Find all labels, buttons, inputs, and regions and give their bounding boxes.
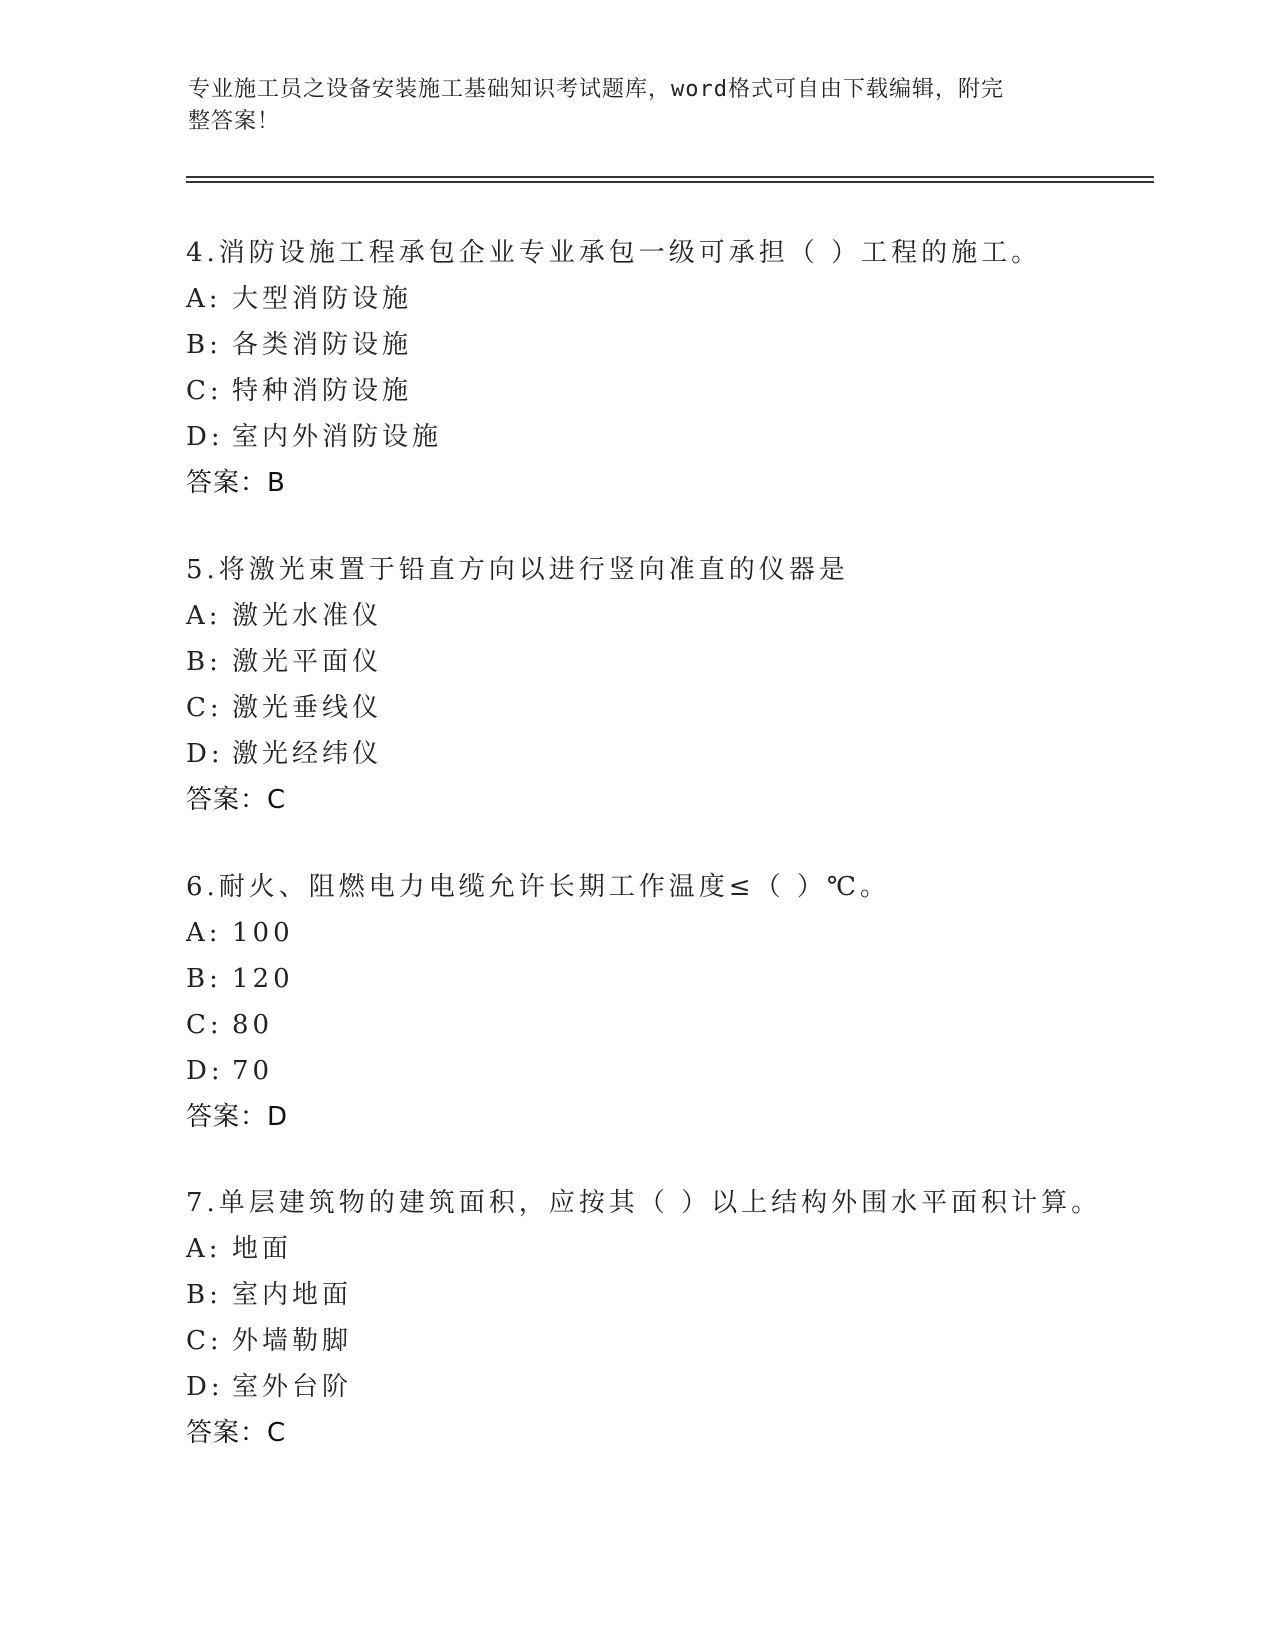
option-text: 各类消防设施 [232, 330, 413, 360]
option-letter: B: [186, 1280, 222, 1310]
option-letter: A: [186, 601, 222, 631]
answer-line: 答案：C [186, 785, 287, 815]
question-title: 6.耐火、阻燃电力电缆允许长期工作温度≤（ ）℃。 [186, 872, 890, 902]
document-header [188, 74, 1068, 138]
option-text: 地面 [232, 1234, 293, 1264]
option-b [186, 1272, 1186, 1318]
option-text: 室内外消防设施 [232, 422, 443, 452]
question-title: 4.消防设施工程承包企业专业承包一级可承担（ ）工程的施工。 [186, 238, 1042, 268]
option-c [186, 368, 1186, 414]
answer-line: 答案：C [186, 1418, 287, 1448]
option-text: 激光经纬仪 [232, 739, 383, 769]
option-text: 室内地面 [232, 1280, 353, 1310]
option-letter: D: [186, 1372, 224, 1402]
header-divider-bottom [186, 181, 1154, 183]
option-letter: A: [186, 284, 222, 314]
option-letter: C: [186, 1326, 223, 1356]
option-d [186, 1048, 1186, 1094]
option-d [186, 414, 1186, 460]
option-a [186, 276, 1186, 322]
option-text: 100 [232, 918, 294, 948]
option-d [186, 1364, 1186, 1410]
option-letter: D: [186, 1056, 224, 1086]
question-title: 7.单层建筑物的建筑面积，应按其（ ）以上结构外围水平面积计算。 [186, 1188, 1102, 1218]
option-d [186, 731, 1186, 777]
option-text: 外墙勒脚 [232, 1326, 353, 1356]
question-block [186, 864, 1186, 1140]
option-letter: B: [186, 330, 222, 360]
option-a [186, 1226, 1186, 1272]
option-text: 激光平面仪 [232, 647, 383, 677]
option-c [186, 1318, 1186, 1364]
option-letter: D: [186, 739, 224, 769]
option-letter: C: [186, 1010, 223, 1040]
option-text: 激光水准仪 [232, 601, 383, 631]
option-text: 80 [232, 1010, 274, 1040]
answer-line: 答案：B [186, 468, 286, 498]
header-line-1: 专业施工员之设备安装施工基础知识考试题库，word格式可自由下载编辑，附完 [188, 77, 1004, 102]
question-block [186, 230, 1186, 506]
option-letter: C: [186, 693, 223, 723]
option-b [186, 322, 1186, 368]
option-a [186, 910, 1186, 956]
question-block [186, 547, 1186, 823]
option-letter: D: [186, 422, 224, 452]
option-letter: A: [186, 918, 222, 948]
option-letter: A: [186, 1234, 222, 1264]
question-block [186, 1180, 1186, 1456]
option-text: 120 [232, 964, 294, 994]
option-c [186, 1002, 1186, 1048]
header-line-2: 整答案！ [188, 109, 281, 134]
option-letter: C: [186, 376, 223, 406]
option-text: 特种消防设施 [232, 376, 413, 406]
option-letter: B: [186, 964, 222, 994]
header-divider-top [186, 176, 1154, 178]
answer-line: 答案：D [186, 1102, 289, 1132]
option-letter: B: [186, 647, 222, 677]
option-text: 激光垂线仪 [232, 693, 383, 723]
option-c [186, 685, 1186, 731]
option-a [186, 593, 1186, 639]
option-text: 70 [232, 1056, 274, 1086]
option-b [186, 956, 1186, 1002]
option-text: 室外台阶 [232, 1372, 353, 1402]
option-text: 大型消防设施 [232, 284, 413, 314]
question-title: 5.将激光束置于铅直方向以进行竖向准直的仪器是 [186, 555, 849, 585]
option-b [186, 639, 1186, 685]
